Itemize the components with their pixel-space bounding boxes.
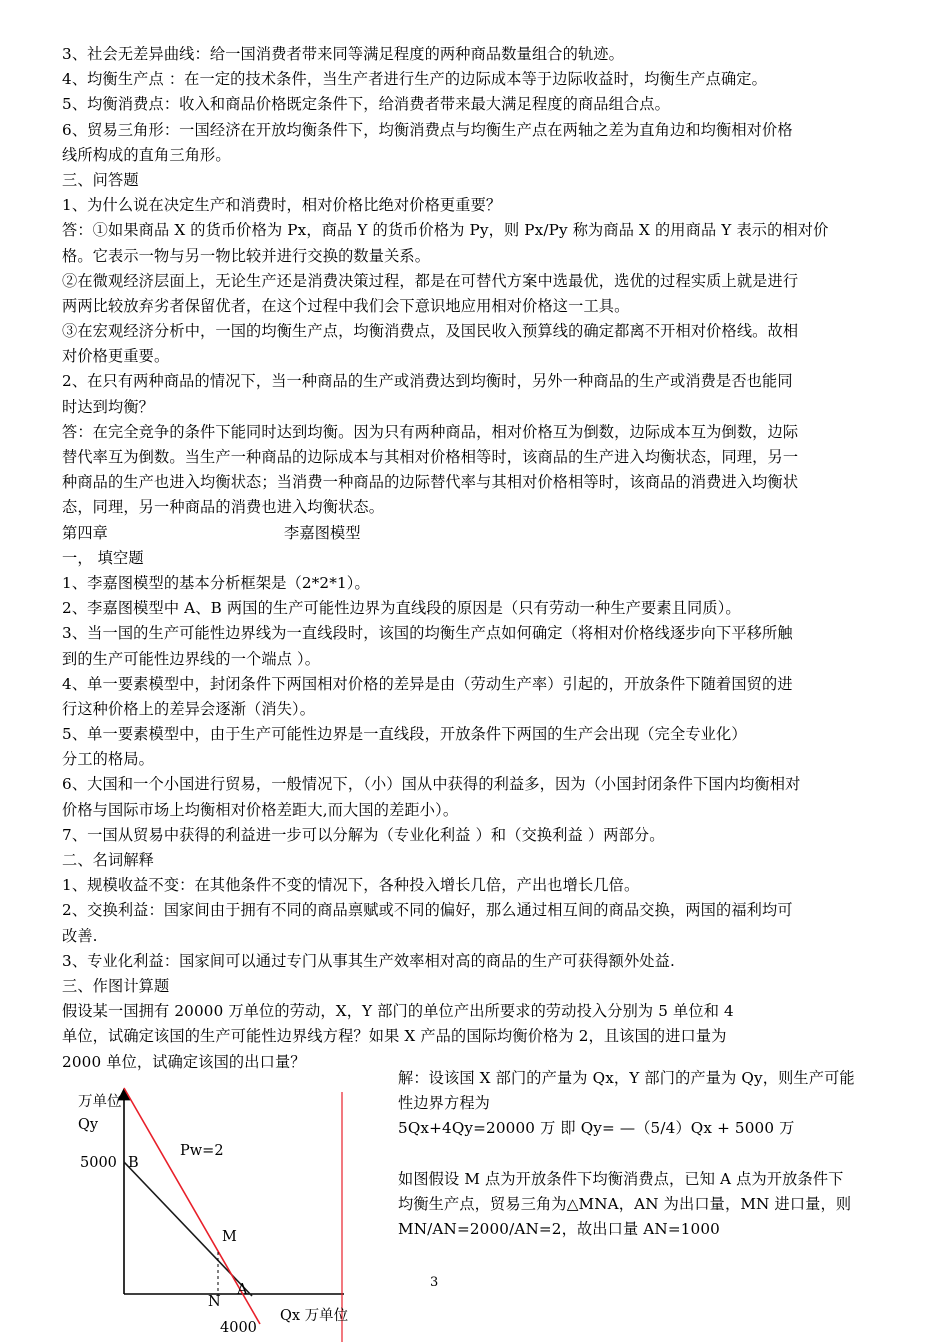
question: 1、为什么说在决定生产和消费时，相对价格比绝对价格更重要？ (62, 196, 502, 215)
text-line: 价格与国际市场上均衡相对价格差距大,而大国的差距小）。 (62, 800, 459, 819)
text-line: 2、交换利益：国家间由于拥有不同的商品禀赋或不同的偏好，那么通过相互间的商品交换，两国的福利均可 (62, 901, 793, 920)
chapter-title: 李嘉图模型 (284, 523, 361, 542)
text-line: 4、均衡生产点 ：在一定的技术条件，当生产者进行生产的边际成本等于边际收益时，均衡生产点确定。 (62, 70, 767, 89)
text-line: 5、均衡消费点：收入和商品价格既定条件下，给消费者带来最大满足程度的商品组合点。 (62, 95, 670, 114)
text-line: 6、大国和一个小国进行贸易，一般情况下，（小）国从中获得的利益多，因为（小国封闭条件下国内均衡相对 (62, 775, 801, 794)
solution-line: 性边界方程为 (398, 1094, 491, 1113)
y-intercept-value: 5000 (80, 1155, 117, 1171)
solution-block (398, 1066, 908, 1242)
y-axis-label: Qy (78, 1117, 99, 1133)
text-line: 2000 单位，试确定该国的出口量？ (62, 1052, 306, 1071)
text-line: 答：在完全竞争的条件下能同时达到均衡。因为只有两种商品，相对价格互为倒数，边际成本互为倒数，边际 (62, 422, 799, 441)
text-line: 替代率互为倒数。当生产一种商品的边际成本与其相对价格相等时，该商品的生产进入均衡状态，同理，另一 (62, 448, 799, 466)
text-line: 单位，试确定该国的生产可能性边界线方程？如果 X 产品的国际均衡价格为 2，且该国的进口量为 (62, 1027, 727, 1046)
section-heading: 二、名词解释 (62, 851, 155, 869)
text-line: 3、专业化利益：国家间可以通过专门从事其生产效率相对高的商品的生产可获得额外处益. (62, 951, 675, 970)
text-line: 态，同理，另一种商品的消费也进入均衡状态。 (62, 498, 385, 517)
text-line: 到的生产可能性边界线的一个端点 ）。 (62, 649, 321, 668)
text-line: 改善. (62, 926, 98, 945)
text-line: 两两比较放弃劣者保留优者，在这个过程中我们会下意识地应用相对价格这一工具。 (62, 296, 630, 315)
text-line: 线所构成的直角三角形。 (62, 145, 231, 164)
equation-line: 5Qx+4Qy=20000 万 即 Qy= —（5/4）Qx + 5000 万 (398, 1119, 795, 1138)
text-line: 对价格更重要。 (62, 347, 170, 366)
price-line-label: Pw=2 (180, 1143, 224, 1159)
text-line: 答：①如果商品 X 的货币价格为 Px，商品 Y 的货币价格为 Py，则 Px/Py 称为商品 X 的用商品 Y 表示的相对价 (62, 221, 829, 240)
text-line: 7、一国从贸易中获得的利益进一步可以分解为（专业化利益 ）和（交换利益 ）两部分。 (62, 825, 665, 844)
point-m-label: M (222, 1229, 237, 1245)
section-heading: 三、作图计算题 (62, 976, 170, 995)
text-line: 1、规模收益不变：在其他条件不变的情况下，各种投入增长几倍，产出也增长几倍。 (62, 876, 640, 895)
text-line: ③在宏观经济分析中，一国的均衡生产点，均衡消费点，及国民收入预算线的确定都离不开相对价格线。故相 (62, 322, 799, 341)
question: 2、在只有两种商品的情况下，当一种商品的生产或消费达到均衡时，另外一种商品的生产或消费是否也能同 (62, 372, 793, 391)
text-line: 分工的格局。 (62, 750, 155, 769)
solution-line: 如图假设 M 点为开放条件下均衡消费点，已知 A 点为开放条件下 (398, 1169, 844, 1188)
text-line: 种商品的生产也进入均衡状态；当消费一种商品的边际替代率与其相对价格相等时，该商品的消费进入均衡状 (62, 473, 799, 492)
text-line: 6、贸易三角形：一国经济在开放均衡条件下，均衡消费点与均衡生产点在两轴之差为直角边和均衡相对价格 (62, 120, 793, 139)
text-line: ②在微观经济层面上，无论生产还是消费决策过程，都是在可替代方案中选最优，选优的过程实质上就是进行 (62, 271, 799, 290)
text-line: 3、当一国的生产可能性边界线为一直线段时，该国的均衡生产点如何确定（将相对价格线逐步向下平移所触 (62, 624, 793, 643)
text-line: 时达到均衡？ (62, 397, 155, 416)
ppf-diagram (72, 1084, 372, 1344)
solution-line: 解：设该国 X 部门的产量为 Qx，Y 部门的产量为 Qy，则生产可能 (398, 1069, 855, 1087)
text-line: 格。它表示一物与另一物比较并进行交换的数量关系。 (62, 246, 431, 265)
solution-line: MN/AN=2000/AN=2，故出口量 AN=1000 (398, 1219, 720, 1238)
text-line: 5、单一要素模型中，由于生产可能性边界是一直线段，开放条件下两国的生产会出现（完全专业化） (62, 725, 747, 744)
text-line: 4、单一要素模型中，封闭条件下两国相对价格的差异是由（劳动生产率）引起的，开放条件下随着国贸的进 (62, 674, 793, 693)
point-b-label: B (128, 1155, 139, 1171)
x-axis-label: Qx 万单位 (280, 1308, 349, 1324)
point-n-label: N (208, 1294, 221, 1310)
chapter-heading (62, 521, 907, 546)
text-line: 行这种价格上的差异会逐渐（消失）。 (62, 699, 316, 718)
y-unit-label: 万单位 (78, 1094, 122, 1110)
text-block (62, 42, 907, 1075)
text-line: 3、社会无差异曲线：给一国消费者带来同等满足程度的两种商品数量组合的轨迹。 (62, 45, 624, 63)
section-heading: 一， 填空题 (62, 548, 144, 567)
chapter-number: 第四章 (62, 523, 109, 542)
solution-line: 均衡生产点，贸易三角为△MNA，AN 为出口量，MN 进口量，则 (398, 1194, 852, 1213)
point-a-label: A (237, 1282, 248, 1298)
section-heading: 三、问答题 (62, 170, 139, 189)
text-line: 2、李嘉图模型中 A、B 两国的生产可能性边界为直线段的原因是（只有劳动一种生产要素且同质）。 (62, 599, 741, 618)
text-line: 1、李嘉图模型的基本分析框架是（2*2*1）。 (62, 573, 370, 592)
text-line: 假设某一国拥有 20000 万单位的劳动，X，Y 部门的单位产出所要求的劳动投入分别为 5 单位和 4 (62, 1002, 734, 1021)
x-intercept-value: 4000 (220, 1320, 257, 1336)
page-number: 3 (430, 1275, 439, 1290)
